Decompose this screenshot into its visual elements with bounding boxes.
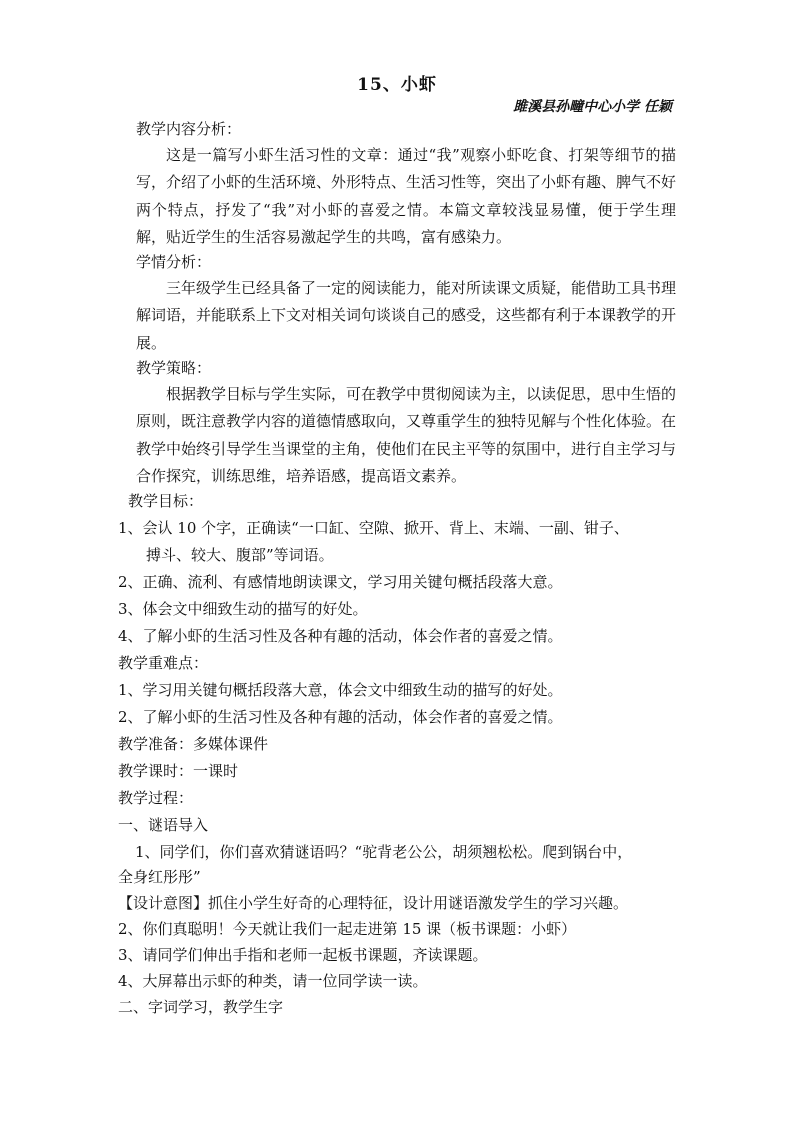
step-1-item-1-line-2: 全身红彤彤” — [118, 868, 201, 886]
step-1-item-1-line-1: 1、同学们，你们喜欢猜谜语吗？“驼背老公公，胡须翘松松。爬到锅台中， — [135, 843, 633, 861]
key-point-1: 1、学习用关键句概括段落大意，体会文中细致生动的描写的好处。 — [118, 681, 563, 699]
student-analysis-paragraph: 三年级学生已经具备了一定的阅读能力，能对所读课文质疑，能借助工具书理解词语，并能联系上下文对相关词句谈谈自己的感受，这些都有利于本课教学的开展。 — [136, 279, 677, 352]
teaching-process-heading: 教学过程： — [118, 789, 194, 807]
step-1-item-2: 2、你们真聪明！今天就让我们一起走进第 15 课（板书课题：小虾） — [118, 920, 577, 938]
key-points-heading: 教学重难点： — [118, 654, 209, 672]
student-analysis-heading: 学情分析： — [136, 253, 212, 271]
content-analysis-heading: 教学内容分析： — [136, 120, 242, 138]
key-point-2: 2、了解小虾的生活习性及各种有趣的活动，体会作者的喜爱之情。 — [118, 708, 563, 726]
author-line: 雎溪县孙疃中心小学 任颖 — [513, 99, 672, 115]
goals-heading: 教学目标： — [128, 492, 204, 510]
teaching-hours: 教学课时：一课时 — [118, 762, 239, 780]
step-2-heading: 二、字词学习，教学生字 — [118, 998, 284, 1016]
goal-3: 3、体会文中细致生动的描写的好处。 — [118, 600, 368, 618]
goal-2: 2、正确、流利、有感情地朗读课文，学习用关键句概括段落大意。 — [118, 573, 563, 591]
step-1-item-4: 4、大屏幕出示虾的种类，请一位同学读一读。 — [118, 972, 428, 990]
teaching-preparation: 教学准备：多媒体课件 — [118, 735, 269, 753]
step-1-item-3: 3、请同学们伸出手指和老师一起板书课题，齐读课题。 — [118, 946, 488, 964]
goal-1-line-1: 1、会认 10 个字，正确读“一口缸、空隙、掀开、背上、末端、一副、钳子、 — [118, 519, 629, 537]
content-analysis-paragraph: 这是一篇写小虾生活习性的文章：通过“我”观察小虾吃食、打架等细节的描写，介绍了小虾的生活环境、外形特点、生活习性等，突出了小虾有趣、脾气不好两个特点，抒发了“我”对小虾的喜爱之情。本篇文章较浅显易懂，便于学生理解，贴近学生的生活容易激起学生的共鸣，富有感染力。 — [136, 146, 677, 246]
document-title: 15、小虾 — [357, 75, 437, 95]
step-1-heading: 一、谜语导入 — [118, 816, 209, 834]
design-intent: 【设计意图】抓住小学生好奇的心理特征，设计用谜语激发学生的学习兴趣。 — [118, 894, 629, 912]
goal-1-line-2: 搏斗、较大、腹部”等词语。 — [146, 546, 334, 564]
strategy-paragraph: 根据教学目标与学生实际，可在教学中贯彻阅读为主，以读促思，思中生悟的原则，既注意教学内容的道德情感取向，又尊重学生的独特见解与个性化体验。在教学中始终引导学生当课堂的主角，使他们在民主平等的氛围中，进行自主学习与合作探究，训练思维，培养语感，提高语文素养。 — [136, 385, 677, 485]
strategy-heading: 教学策略： — [136, 359, 212, 377]
goal-4: 4、了解小虾的生活习性及各种有趣的活动，体会作者的喜爱之情。 — [118, 627, 563, 645]
